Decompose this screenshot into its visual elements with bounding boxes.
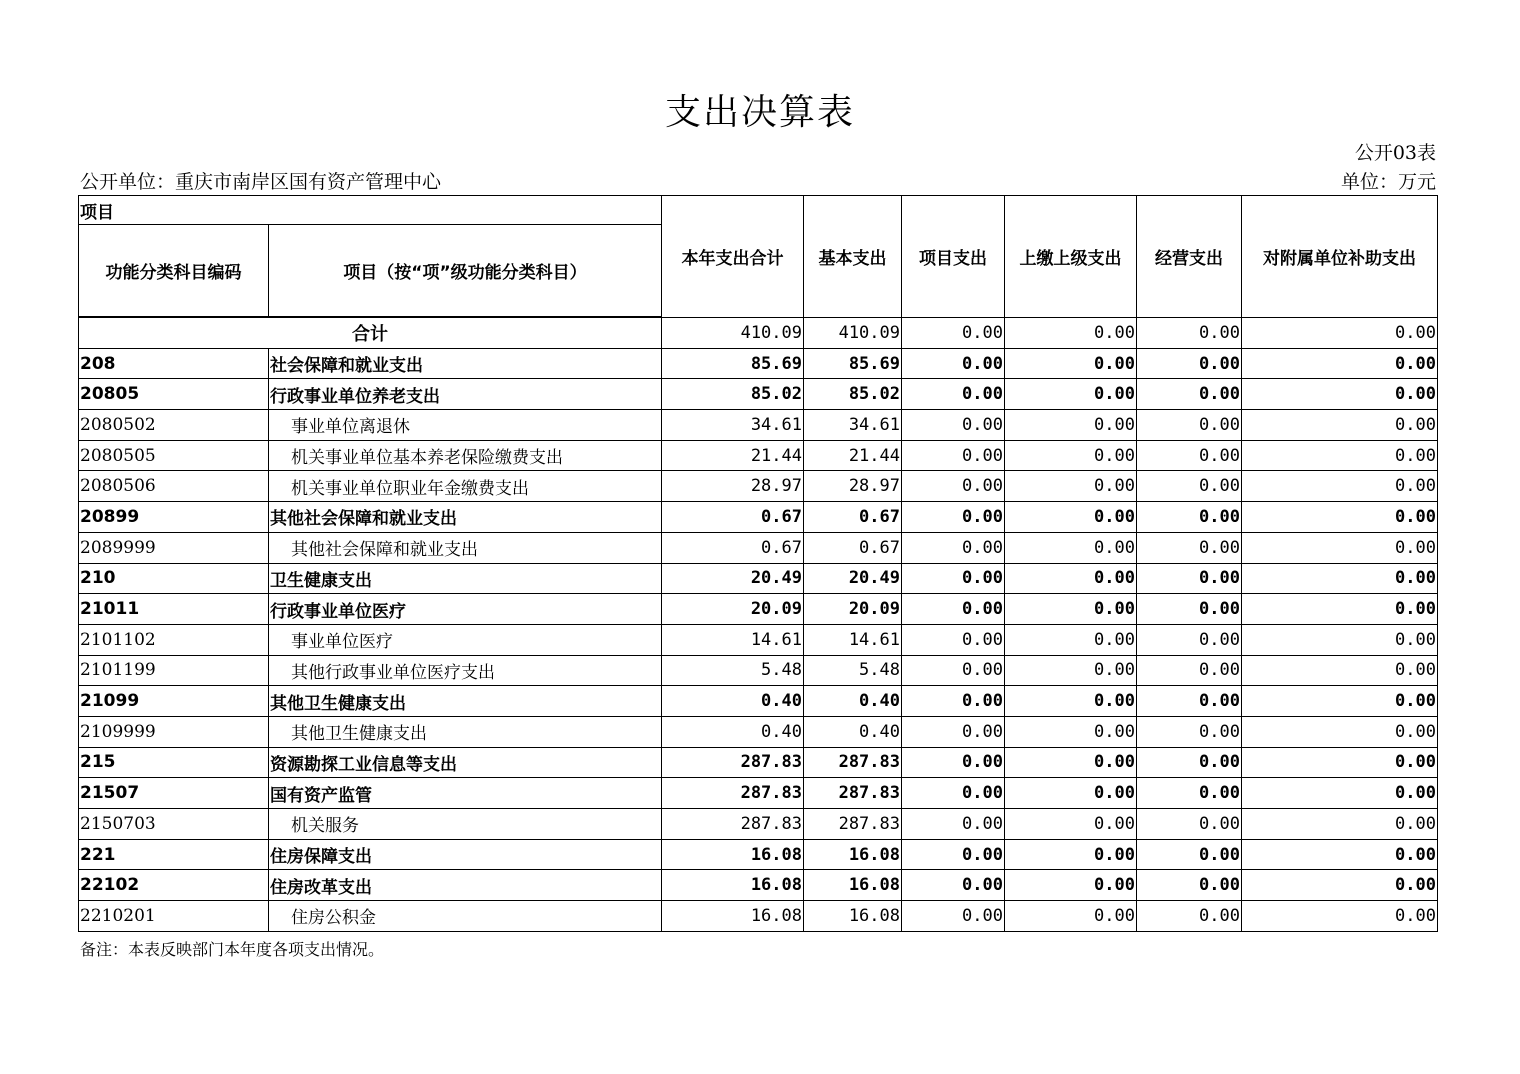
row-value: 0.00 xyxy=(1005,655,1137,686)
row-value: 0.00 xyxy=(1137,440,1242,471)
row-value: 0.00 xyxy=(1005,809,1137,840)
row-code: 2080502 xyxy=(79,410,269,441)
row-name: 住房改革支出 xyxy=(269,870,662,901)
row-value: 0.00 xyxy=(902,563,1005,594)
row-code: 2210201 xyxy=(79,901,269,932)
row-code: 2109999 xyxy=(79,716,269,747)
row-code: 2080505 xyxy=(79,440,269,471)
header-operating: 经营支出 xyxy=(1137,196,1242,318)
row-value: 0.00 xyxy=(1137,716,1242,747)
row-value: 21.44 xyxy=(662,440,804,471)
row-value: 0.00 xyxy=(1137,502,1242,533)
row-value: 0.00 xyxy=(1242,440,1438,471)
row-value: 0.00 xyxy=(902,809,1005,840)
row-value: 20.49 xyxy=(804,563,902,594)
row-value: 20.09 xyxy=(662,594,804,625)
row-value: 16.08 xyxy=(662,870,804,901)
row-name: 住房保障支出 xyxy=(269,839,662,870)
row-value: 0.00 xyxy=(1137,594,1242,625)
row-value: 0.00 xyxy=(1242,778,1438,809)
total-value: 0.00 xyxy=(902,318,1005,349)
row-value: 85.69 xyxy=(662,348,804,379)
row-value: 0.00 xyxy=(1005,624,1137,655)
row-name: 社会保障和就业支出 xyxy=(269,348,662,379)
expenditure-table xyxy=(78,195,1438,932)
header-subsidy: 对附属单位补助支出 xyxy=(1242,196,1438,318)
row-name: 机关事业单位职业年金缴费支出 xyxy=(269,471,662,502)
form-number: 公开03表 xyxy=(1354,142,1436,164)
row-value: 0.00 xyxy=(1005,379,1137,410)
row-value: 0.00 xyxy=(902,379,1005,410)
row-name: 机关事业单位基本养老保险缴费支出 xyxy=(269,440,662,471)
row-value: 0.00 xyxy=(1005,563,1137,594)
header-basic: 基本支出 xyxy=(804,196,902,318)
row-value: 0.00 xyxy=(1005,839,1137,870)
row-value: 0.00 xyxy=(902,901,1005,932)
total-value: 410.09 xyxy=(804,318,902,349)
table-row xyxy=(79,901,1438,932)
total-row xyxy=(79,318,1438,349)
row-value: 14.61 xyxy=(662,624,804,655)
header-project: 项目支出 xyxy=(902,196,1005,318)
row-code: 210 xyxy=(79,563,269,594)
row-value: 287.83 xyxy=(804,747,902,778)
row-name: 其他社会保障和就业支出 xyxy=(269,502,662,533)
total-value: 410.09 xyxy=(662,318,804,349)
row-value: 0.00 xyxy=(1005,901,1137,932)
row-name: 其他卫生健康支出 xyxy=(269,716,662,747)
row-value: 287.83 xyxy=(662,809,804,840)
row-value: 0.00 xyxy=(1005,716,1137,747)
row-code: 2080506 xyxy=(79,471,269,502)
table-row xyxy=(79,379,1438,410)
row-name: 其他卫生健康支出 xyxy=(269,686,662,717)
row-value: 0.00 xyxy=(1137,379,1242,410)
row-value: 0.00 xyxy=(1005,440,1137,471)
table-row xyxy=(79,624,1438,655)
row-code: 2150703 xyxy=(79,809,269,840)
row-value: 21.44 xyxy=(804,440,902,471)
row-value: 16.08 xyxy=(662,901,804,932)
row-name: 事业单位离退休 xyxy=(269,410,662,441)
row-value: 0.00 xyxy=(1137,624,1242,655)
row-value: 20.09 xyxy=(804,594,902,625)
row-value: 28.97 xyxy=(662,471,804,502)
total-label: 合计 xyxy=(79,318,662,349)
row-value: 0.00 xyxy=(902,624,1005,655)
header-remit: 上缴上级支出 xyxy=(1005,196,1137,318)
row-value: 0.00 xyxy=(902,348,1005,379)
row-value: 0.00 xyxy=(902,532,1005,563)
row-value: 0.00 xyxy=(1005,870,1137,901)
row-value: 0.00 xyxy=(1242,563,1438,594)
row-value: 0.00 xyxy=(1137,655,1242,686)
row-code: 22102 xyxy=(79,870,269,901)
row-value: 20.49 xyxy=(662,563,804,594)
row-value: 0.00 xyxy=(902,655,1005,686)
row-value: 0.00 xyxy=(1005,594,1137,625)
row-value: 14.61 xyxy=(804,624,902,655)
row-name: 资源勘探工业信息等支出 xyxy=(269,747,662,778)
row-value: 287.83 xyxy=(662,747,804,778)
row-value: 0.67 xyxy=(662,532,804,563)
row-code: 20899 xyxy=(79,502,269,533)
header-total: 本年支出合计 xyxy=(662,196,804,318)
row-value: 0.00 xyxy=(1137,532,1242,563)
row-code: 221 xyxy=(79,839,269,870)
row-code: 2089999 xyxy=(79,532,269,563)
row-value: 0.00 xyxy=(902,471,1005,502)
row-value: 0.00 xyxy=(1005,410,1137,441)
row-name: 事业单位医疗 xyxy=(269,624,662,655)
row-value: 0.40 xyxy=(662,686,804,717)
row-value: 0.00 xyxy=(1242,532,1438,563)
row-value: 0.40 xyxy=(662,716,804,747)
row-value: 0.67 xyxy=(804,532,902,563)
row-code: 21507 xyxy=(79,778,269,809)
table-row xyxy=(79,809,1438,840)
row-value: 0.00 xyxy=(1242,747,1438,778)
row-value: 0.00 xyxy=(1137,348,1242,379)
row-code: 215 xyxy=(79,747,269,778)
header-code: 功能分类科目编码 xyxy=(79,225,269,317)
row-value: 287.83 xyxy=(804,778,902,809)
table-row xyxy=(79,839,1438,870)
row-value: 0.00 xyxy=(902,716,1005,747)
row-name: 行政事业单位医疗 xyxy=(269,594,662,625)
row-value: 0.00 xyxy=(902,747,1005,778)
row-value: 16.08 xyxy=(804,870,902,901)
row-value: 0.00 xyxy=(1005,348,1137,379)
table-row xyxy=(79,716,1438,747)
row-value: 0.00 xyxy=(1137,747,1242,778)
total-value: 0.00 xyxy=(1242,318,1438,349)
row-value: 0.00 xyxy=(902,440,1005,471)
row-value: 0.00 xyxy=(902,839,1005,870)
row-value: 0.00 xyxy=(1242,686,1438,717)
row-name: 住房公积金 xyxy=(269,901,662,932)
row-value: 5.48 xyxy=(662,655,804,686)
row-value: 0.67 xyxy=(804,502,902,533)
row-value: 0.00 xyxy=(1242,809,1438,840)
table-row xyxy=(79,778,1438,809)
row-value: 0.00 xyxy=(1242,839,1438,870)
row-value: 0.00 xyxy=(1242,379,1438,410)
row-value: 0.00 xyxy=(1137,901,1242,932)
row-value: 0.00 xyxy=(1137,471,1242,502)
row-value: 287.83 xyxy=(804,809,902,840)
row-code: 20805 xyxy=(79,379,269,410)
row-value: 0.00 xyxy=(1137,839,1242,870)
row-value: 0.00 xyxy=(1137,870,1242,901)
row-code: 208 xyxy=(79,348,269,379)
table-row xyxy=(79,747,1438,778)
row-value: 287.83 xyxy=(662,778,804,809)
row-value: 16.08 xyxy=(662,839,804,870)
currency-unit: 单位：万元 xyxy=(1340,171,1436,193)
row-value: 0.00 xyxy=(1005,502,1137,533)
row-value: 0.00 xyxy=(902,778,1005,809)
row-value: 0.00 xyxy=(1137,809,1242,840)
row-value: 16.08 xyxy=(804,901,902,932)
row-name: 国有资产监管 xyxy=(269,778,662,809)
row-value: 0.00 xyxy=(1242,901,1438,932)
row-value: 0.67 xyxy=(662,502,804,533)
row-value: 0.00 xyxy=(1005,778,1137,809)
row-value: 0.00 xyxy=(902,594,1005,625)
row-code: 21011 xyxy=(79,594,269,625)
table-row xyxy=(79,655,1438,686)
row-value: 0.00 xyxy=(1137,778,1242,809)
table-row xyxy=(79,563,1438,594)
row-value: 0.00 xyxy=(1242,410,1438,441)
table-note: 备注：本表反映部门本年度各项支出情况。 xyxy=(80,940,385,959)
row-value: 0.00 xyxy=(1005,532,1137,563)
row-value: 16.08 xyxy=(804,839,902,870)
row-value: 0.00 xyxy=(1137,686,1242,717)
row-value: 0.00 xyxy=(1005,747,1137,778)
header-item: 项目 xyxy=(79,196,662,225)
row-code: 2101199 xyxy=(79,655,269,686)
row-name: 其他行政事业单位医疗支出 xyxy=(269,655,662,686)
table-row xyxy=(79,502,1438,533)
table-row xyxy=(79,686,1438,717)
row-value: 0.00 xyxy=(1242,471,1438,502)
row-value: 28.97 xyxy=(804,471,902,502)
table-row xyxy=(79,410,1438,441)
row-value: 0.00 xyxy=(1137,563,1242,594)
row-value: 34.61 xyxy=(662,410,804,441)
row-value: 0.00 xyxy=(1242,502,1438,533)
row-value: 0.00 xyxy=(1242,624,1438,655)
row-value: 85.69 xyxy=(804,348,902,379)
row-name: 卫生健康支出 xyxy=(269,563,662,594)
page-title: 支出决算表 xyxy=(664,92,855,133)
row-code: 21099 xyxy=(79,686,269,717)
table-row xyxy=(79,532,1438,563)
row-value: 0.00 xyxy=(1005,686,1137,717)
row-value: 0.00 xyxy=(902,870,1005,901)
row-value: 34.61 xyxy=(804,410,902,441)
table-row xyxy=(79,440,1438,471)
row-value: 0.00 xyxy=(1242,655,1438,686)
header-name: 项目（按“项”级功能分类科目） xyxy=(269,225,662,317)
row-value: 0.40 xyxy=(804,716,902,747)
total-value: 0.00 xyxy=(1005,318,1137,349)
row-value: 0.40 xyxy=(804,686,902,717)
row-value: 0.00 xyxy=(902,410,1005,441)
row-value: 85.02 xyxy=(804,379,902,410)
table-row xyxy=(79,348,1438,379)
row-value: 0.00 xyxy=(1137,410,1242,441)
row-value: 0.00 xyxy=(1242,348,1438,379)
row-name: 机关服务 xyxy=(269,809,662,840)
row-code: 2101102 xyxy=(79,624,269,655)
row-value: 0.00 xyxy=(1242,870,1438,901)
row-name: 其他社会保障和就业支出 xyxy=(269,532,662,563)
table-row xyxy=(79,471,1438,502)
total-value: 0.00 xyxy=(1137,318,1242,349)
row-value: 0.00 xyxy=(902,686,1005,717)
row-value: 0.00 xyxy=(1005,471,1137,502)
table-row xyxy=(79,594,1438,625)
row-value: 5.48 xyxy=(804,655,902,686)
row-value: 0.00 xyxy=(902,502,1005,533)
row-name: 行政事业单位养老支出 xyxy=(269,379,662,410)
reporting-unit: 公开单位：重庆市南岸区国有资产管理中心 xyxy=(80,171,442,193)
row-value: 0.00 xyxy=(1242,594,1438,625)
table-row xyxy=(79,870,1438,901)
row-value: 85.02 xyxy=(662,379,804,410)
row-value: 0.00 xyxy=(1242,716,1438,747)
